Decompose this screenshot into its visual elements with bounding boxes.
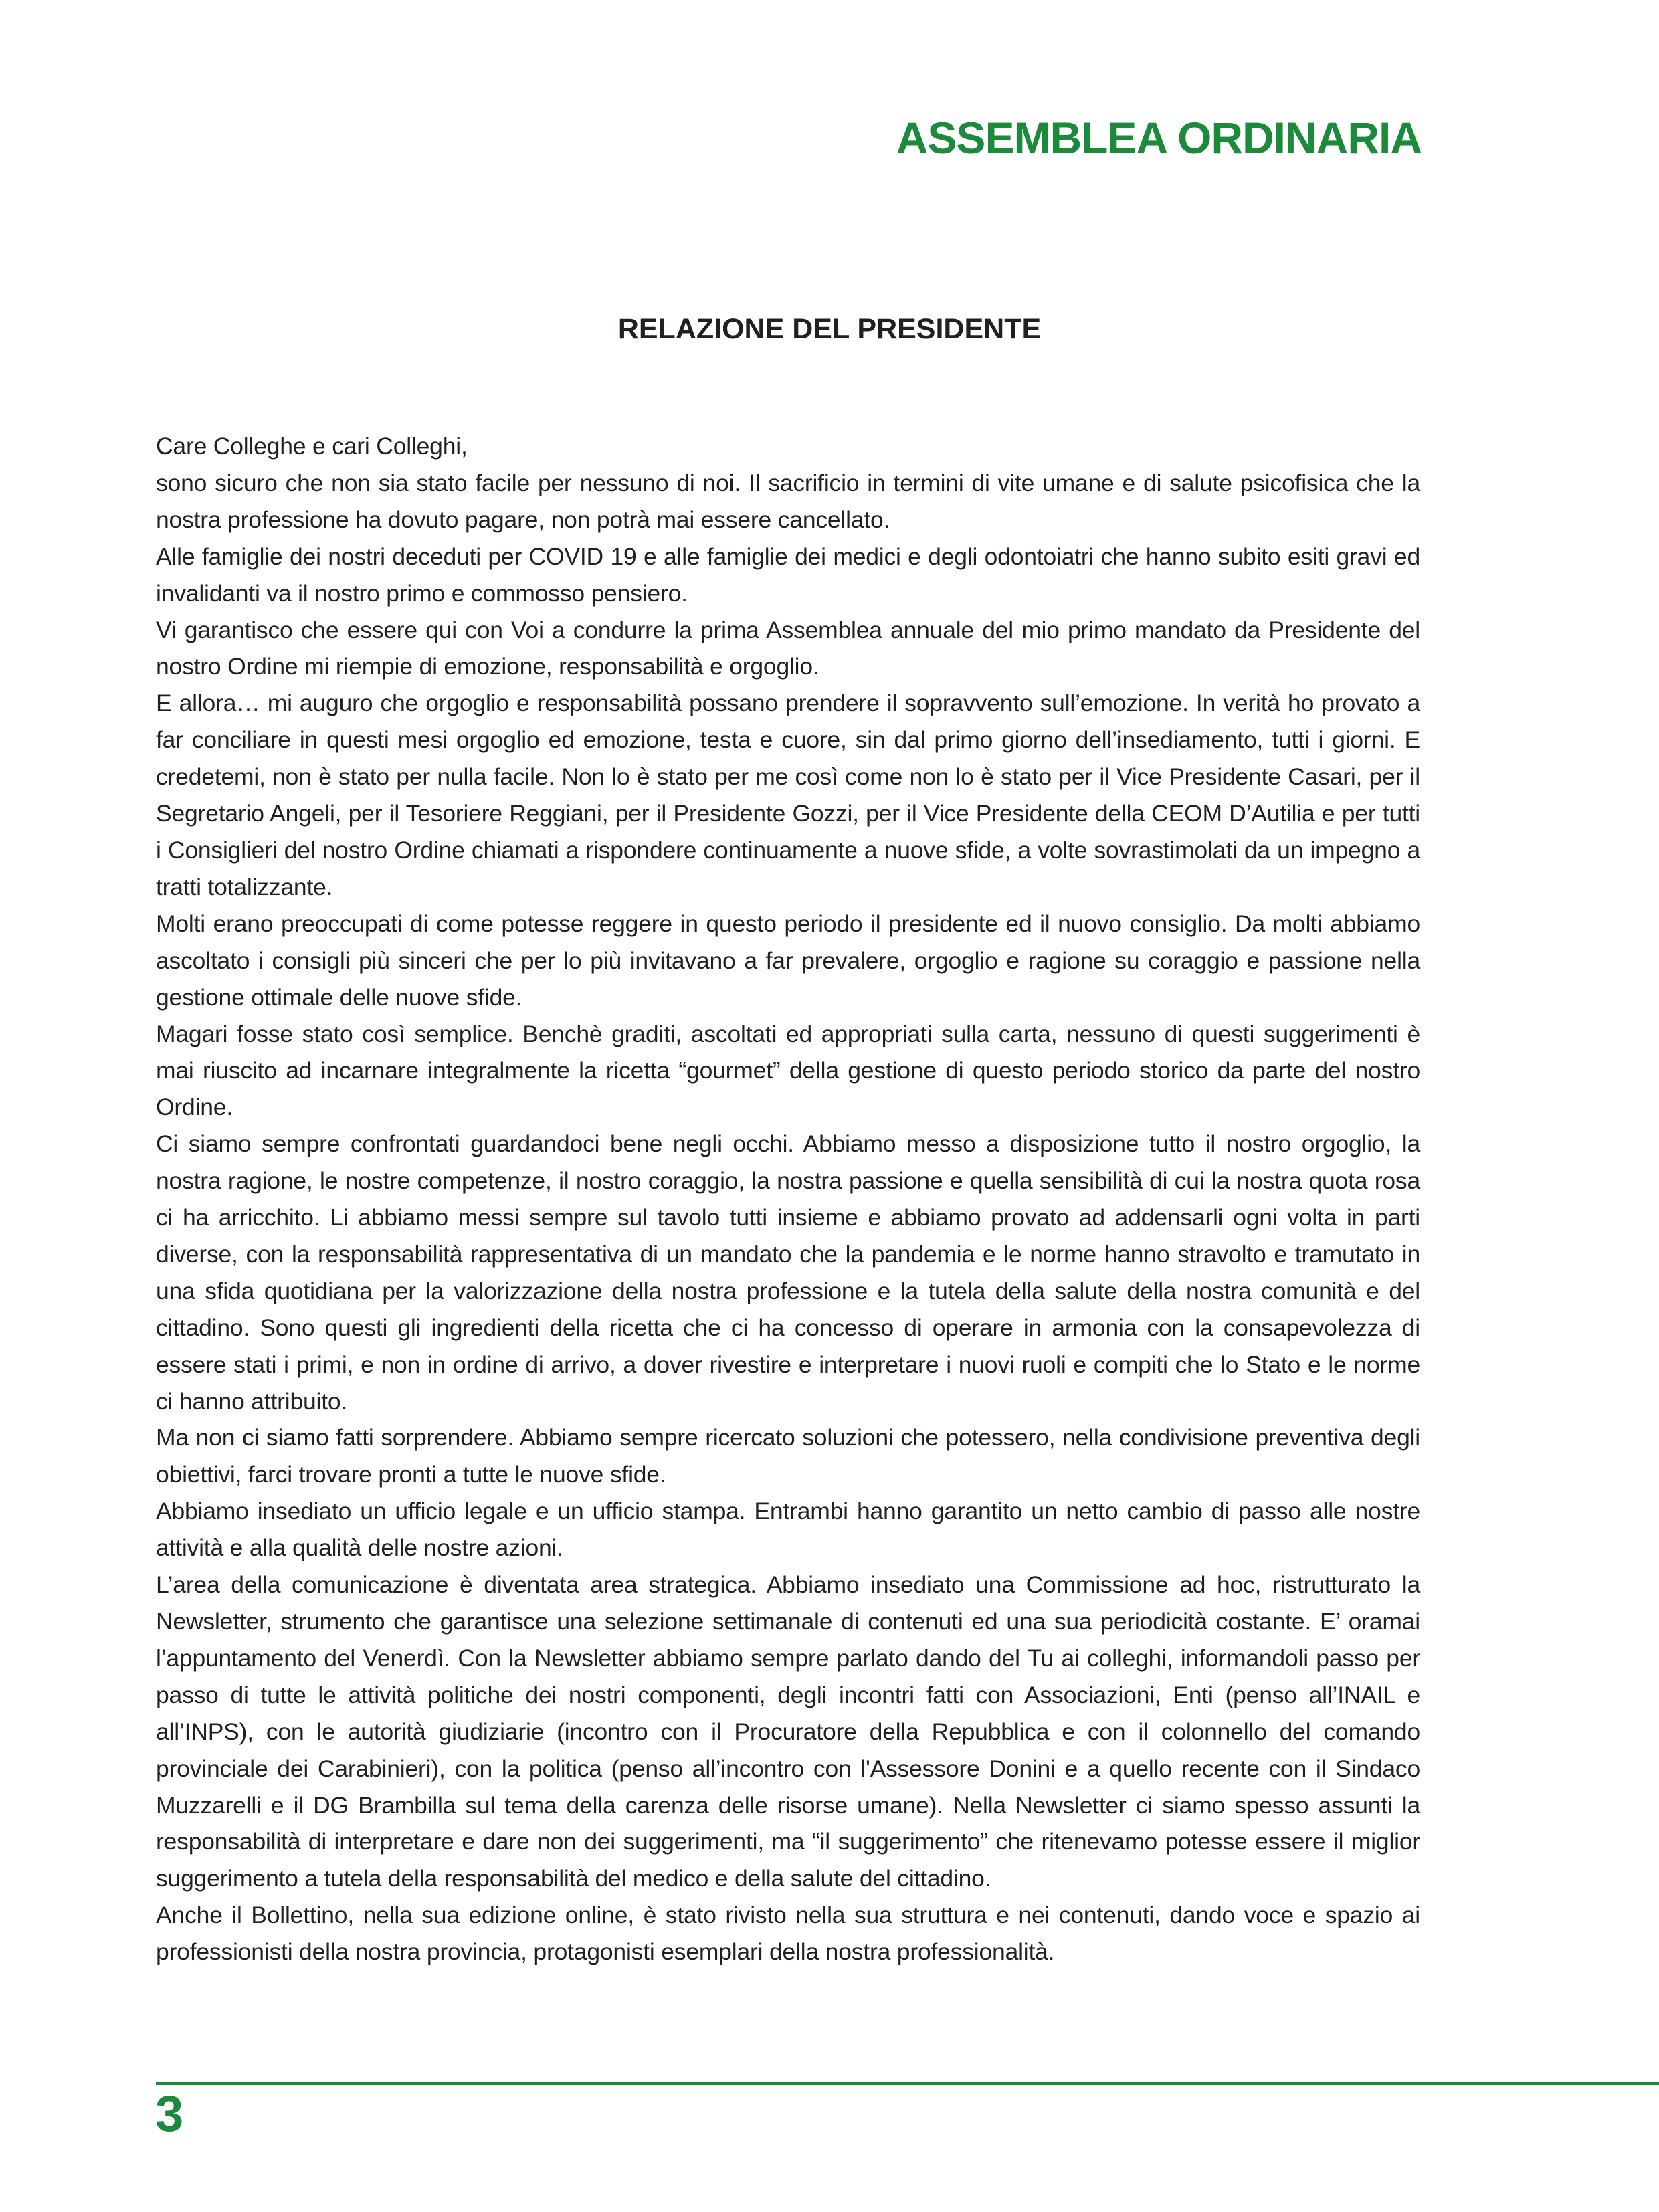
section-header: ASSEMBLEA ORDINARIA (896, 113, 1422, 163)
paragraph: Magari fosse stato così semplice. Benchè graditi, ascoltati ed appropriati sulla carta, nessuno di questi suggerimenti è mai riuscito ad incarnare integralmente la ricetta “gourmet” della gestione di questo periodo storico da parte del nostro Ordine. (156, 1020, 1420, 1121)
paragraph: Ma non ci siamo fatti sorprendere. Abbiamo sempre ricercato soluzioni che potessero, nella condivisione preventiva degli obiettivi, farci trovare pronti a tutte le nuove sfide. (156, 1424, 1420, 1488)
paragraph: Vi garantisco che essere qui con Voi a condurre la prima Assemblea annuale del mio primo mandato da Presidente del nostro Ordine mi riempie di emozione, responsabilità e orgoglio. (156, 616, 1420, 680)
paragraph: Ci siamo sempre confrontati guardandoci bene negli occhi. Abbiamo messo a disposizione tutto il nostro orgoglio, la nostra ragione, le nostre competenze, il nostro coraggio, la nostra passione e quella sensibilità di cui la nostra quota rosa ci ha arricchito. Li abbiamo messi sempre sul tavolo tutti insieme e abbiamo provato ad addensarli ogni volta in parti diverse, con la responsabilità rappresentativa di un mandato che la pandemia e le norme hanno stravolto e tramutato in una sfida quotidiana per la valorizzazione della nostra professione e la tutela della salute della nostra comunità e del cittadino. Sono questi gli ingredienti della ricetta che ci ha concesso di operare in armonia con la consapevolezza di essere stati i primi, e non in ordine di arrivo, a dover rivestire e interpretare i nuovi ruoli e compiti che lo Stato e le norme ci hanno attribuito. (156, 1130, 1420, 1415)
report-body (156, 428, 1420, 1971)
paragraph: L’area della comunicazione è diventata area strategica. Abbiamo insediato una Commissione ad hoc, ristrutturato la Newsletter, strumento che garantisce una selezione settimanale di contenuti ed una sua periodicità costante. E’ oramai l’appuntamento del Venerdì. Con la Newsletter abbiamo sempre parlato dando del Tu ai colleghi, informandoli passo per passo di tutte le attività politiche dei nostri componenti, degli incontri fatti con Associazioni, Enti (penso all’INAIL e all’INPS), con le autorità giudiziarie (incontro con il Procuratore della Repubblica e con il colonnello del comando provinciale dei Carabinieri), con la politica (penso all’incontro con l'Assessore Donini e a quello recente con il Sindaco Muzzarelli e il DG Brambilla sul tema della carenza delle risorse umane). Nella Newsletter ci siamo spesso assunti la responsabilità di interpretare e dare non dei suggerimenti, ma “il suggerimento” che ritenevamo potesse essere il miglior suggerimento a tutela della responsabilità del medico e della salute del cittadino. (156, 1571, 1420, 1892)
page-number: 3 (155, 2086, 184, 2142)
paragraph: Alle famiglie dei nostri deceduti per COVID 19 e alle famiglie dei medici e degli odontoiatri che hanno subito esiti gravi ed invalidanti va il nostro primo e commosso pensiero. (156, 542, 1420, 607)
paragraph: sono sicuro che non sia stato facile per nessuno di noi. Il sacrificio in termini di vite umane e di salute psicofisica che la nostra professione ha dovuto pagare, non potrà mai essere cancellato. (156, 469, 1420, 533)
paragraph: Anche il Bollettino, nella sua edizione online, è stato rivisto nella sua struttura e nei contenuti, dando voce e spazio ai professionisti della nostra provincia, protagonisti esemplari della nostra professionalità. (156, 1902, 1420, 1966)
report-title: RELAZIONE DEL PRESIDENTE (617, 313, 1042, 345)
paragraph: E allora… mi auguro che orgoglio e responsabilità possano prendere il sopravvento sull’emozione. In verità ho provato a far conciliare in questi mesi orgoglio ed emozione, testa e cuore, sin dal primo giorno dell’insediamento, tutti i giorni. E credetemi, non è stato per nulla facile. Non lo è stato per me così come non lo è stato per il Vice Presidente Casari, per il Segretario Angeli, per il Tesoriere Reggiani, per il Presidente Gozzi, per il Vice Presidente della CEOM D’Autilia e per tutti i Consiglieri del nostro Ordine chiamati a rispondere continuamente a nuove sfide, a volte sovrastimolati da un impegno a tratti totalizzante. (156, 690, 1420, 900)
paragraph: Abbiamo insediato un ufficio legale e un ufficio stampa. Entrambi hanno garantito un netto cambio di passo alle nostre attività e alla qualità delle nostre azioni. (156, 1498, 1420, 1562)
paragraph: Molti erano preoccupati di come potesse reggere in questo periodo il presidente ed il nuovo consiglio. Da molti abbiamo ascoltato i consigli più sinceri che per lo più invitavano a far prevalere, orgoglio e ragione su coraggio e passione nella gestione ottimale delle nuove sfide. (156, 910, 1420, 1011)
salutation: Care Colleghe e cari Colleghi, (156, 433, 468, 460)
footer-divider (156, 2082, 1659, 2085)
